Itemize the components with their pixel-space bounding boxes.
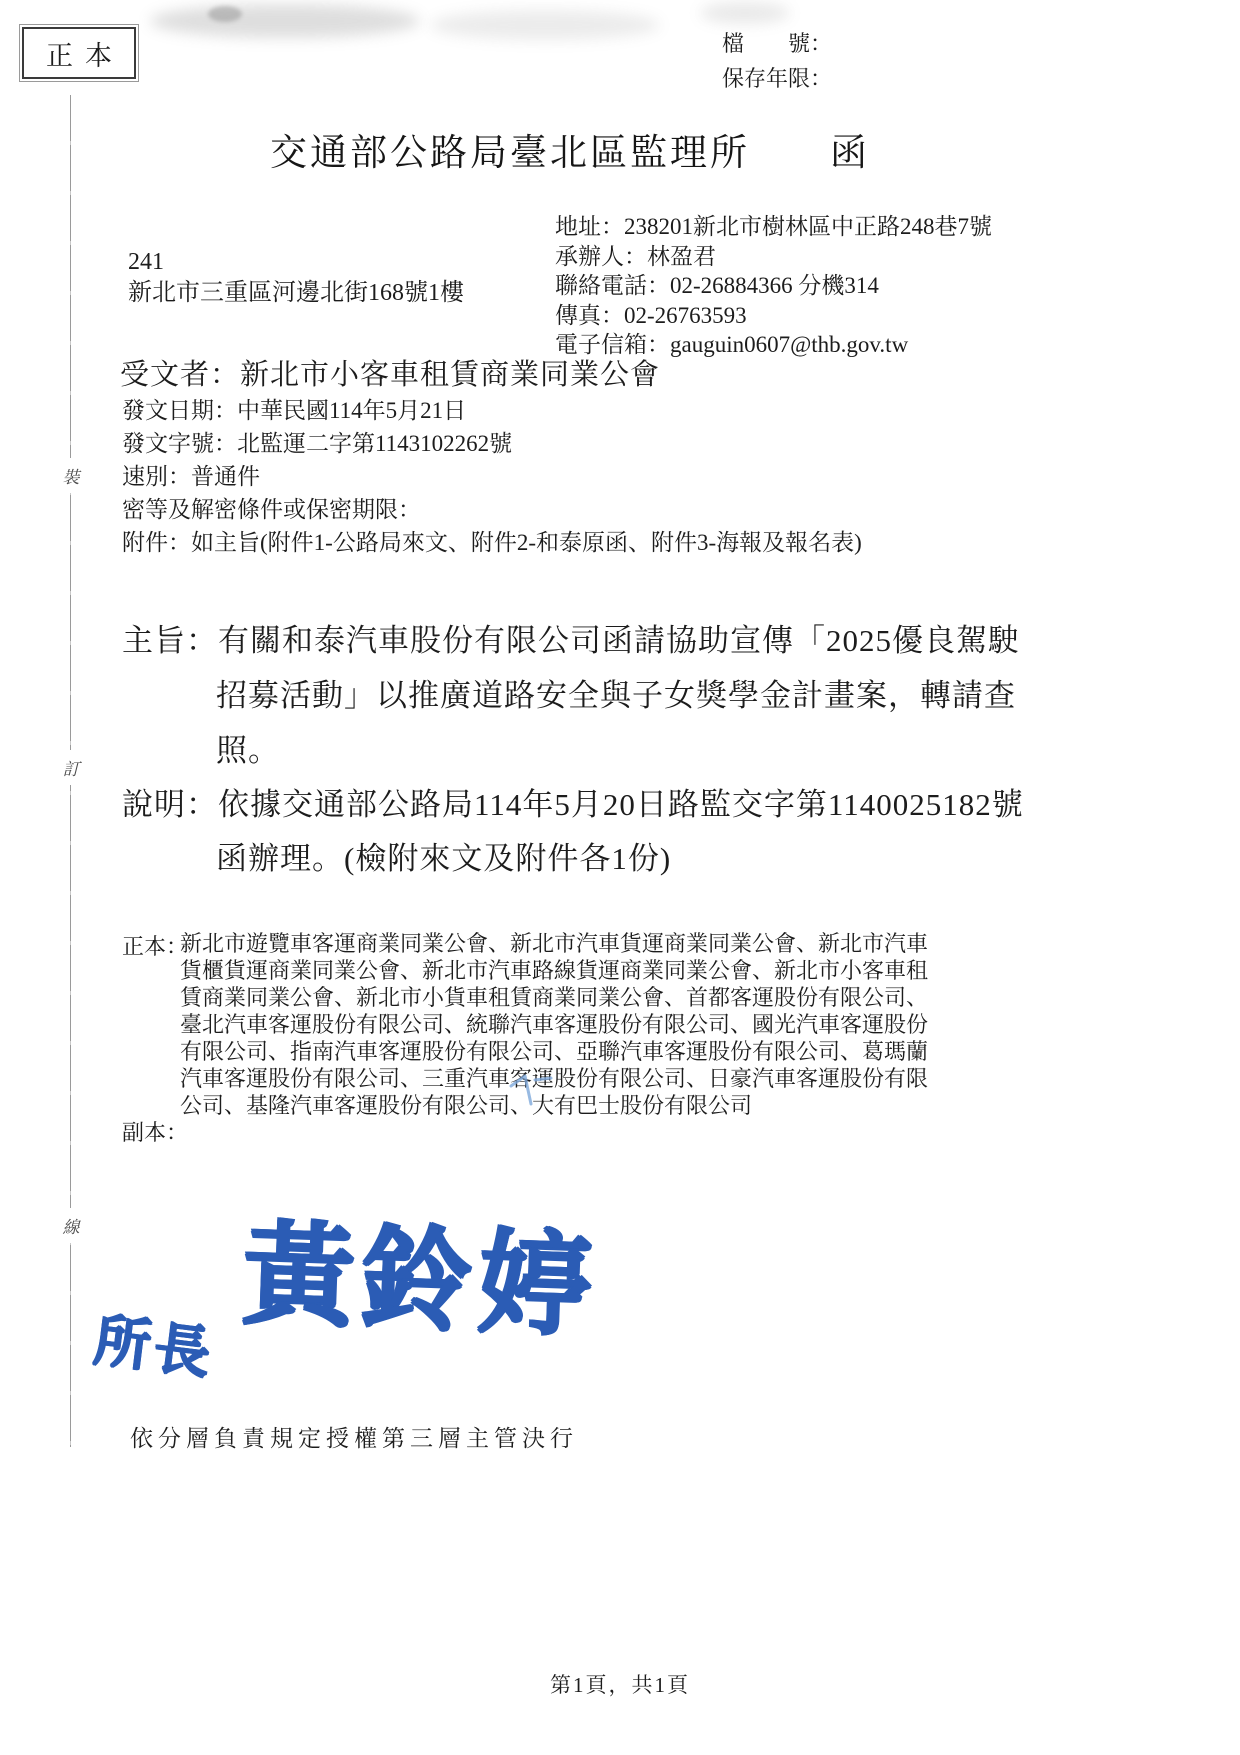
scan-artifact: [430, 10, 660, 40]
pen-tick-mark: [505, 1072, 557, 1115]
receiver-line: 受文者：新北市小客車租賃商業同業公會: [120, 359, 661, 391]
signer-name: 黃鈴婷: [239, 1212, 598, 1350]
original-recipients-label: 正本：: [122, 934, 189, 959]
recipients-line: 貨櫃貨運商業同業公會、新北市汽車路線貨運商業同業公會、新北市小客車租: [180, 958, 929, 983]
recipients-line: 臺北汽車客運股份有限公司、統聯汽車客運股份有限公司、國光汽車客運股份: [180, 1012, 929, 1037]
file-number-label: 檔 號：: [722, 31, 833, 56]
security-classification: 密等及解密條件或保密期限：: [122, 497, 421, 522]
recipient-street: 新北市三重區河邊北街168號1樓: [128, 280, 464, 306]
page-indicator: 第1頁，共1頁: [550, 1673, 690, 1697]
director-signature: [90, 1190, 598, 1386]
scan-artifact: [208, 6, 242, 22]
binding-mark-ding: 訂: [60, 750, 82, 785]
authorization-note: 依分層負責規定授權第三層主管決行: [130, 1426, 578, 1451]
retention-period-label: 保存年限：: [722, 66, 833, 91]
signer-title: 所長: [90, 1309, 217, 1386]
issue-number: 發文字號：北監運二字第1143102262號: [122, 431, 513, 456]
sender-contact-block: [555, 212, 992, 360]
recipients-line: 汽車客運股份有限公司、三重汽車客運股份有限公司、日豪汽車客運股份有限: [180, 1066, 929, 1091]
binding-mark-xian: 線: [60, 1208, 82, 1243]
subject-line-3: 照。: [216, 733, 280, 768]
description-line-1: 說明：依據交通部公路局114年5月20日路監交字第1140025182號: [122, 787, 1024, 822]
sender-address: 地址：238201新北市樹林區中正路248巷7號: [555, 214, 992, 239]
subject-line-2: 招募活動」以推廣道路安全與子女獎學金計畫案，轉請查: [216, 678, 1016, 713]
document-meta-block: [122, 394, 862, 559]
recipients-line: 賃商業同業公會、新北市小貨車租賃商業同業公會、首都客運股份有限公司、: [180, 985, 929, 1010]
issue-date: 發文日期：中華民國114年5月21日: [122, 398, 467, 423]
delivery-speed: 速別：普通件: [122, 464, 260, 489]
binding-mark-zhuang: 裝: [60, 458, 82, 493]
subject-line-1: 主旨：有關和泰汽車股份有限公司函請協助宣傳「2025優良駕駛: [122, 623, 1020, 658]
sender-email: 電子信箱：gauguin0607@thb.gov.tw: [555, 332, 909, 357]
sender-phone: 聯絡電話：02-26884366 分機314: [555, 273, 879, 298]
sender-contact-person: 承辦人：林盈君: [555, 243, 716, 269]
scan-artifact: [150, 4, 420, 38]
original-recipients-list: [180, 930, 940, 1119]
recipient-zip: 241: [128, 249, 164, 275]
recipients-line: 公司、基隆汽車客運股份有限公司、大有巴士股份有限公司: [180, 1093, 753, 1118]
document-title: 交通部公路局臺北區監理所 函: [270, 133, 870, 174]
recipients-line: 有限公司、指南汽車客運股份有限公司、亞聯汽車客運股份有限公司、葛瑪蘭: [180, 1039, 929, 1064]
copy-type-stamp: 正本: [22, 27, 136, 79]
recipients-line: 新北市遊覽車客運商業同業公會、新北市汽車貨運商業同業公會、新北市汽車: [180, 931, 929, 956]
scan-artifact: [700, 2, 790, 24]
sender-fax: 傳真：02-26763593: [555, 302, 747, 328]
attachment-note: 附件：如主旨(附件1-公路局來文、附件2-和泰原函、附件3-海報及報名表): [122, 530, 862, 555]
recipient-mailing-address: [128, 247, 464, 309]
description-line-2: 函辦理。(檢附來文及附件各1份): [216, 841, 672, 876]
cc-recipients-label: 副本：: [122, 1120, 189, 1145]
